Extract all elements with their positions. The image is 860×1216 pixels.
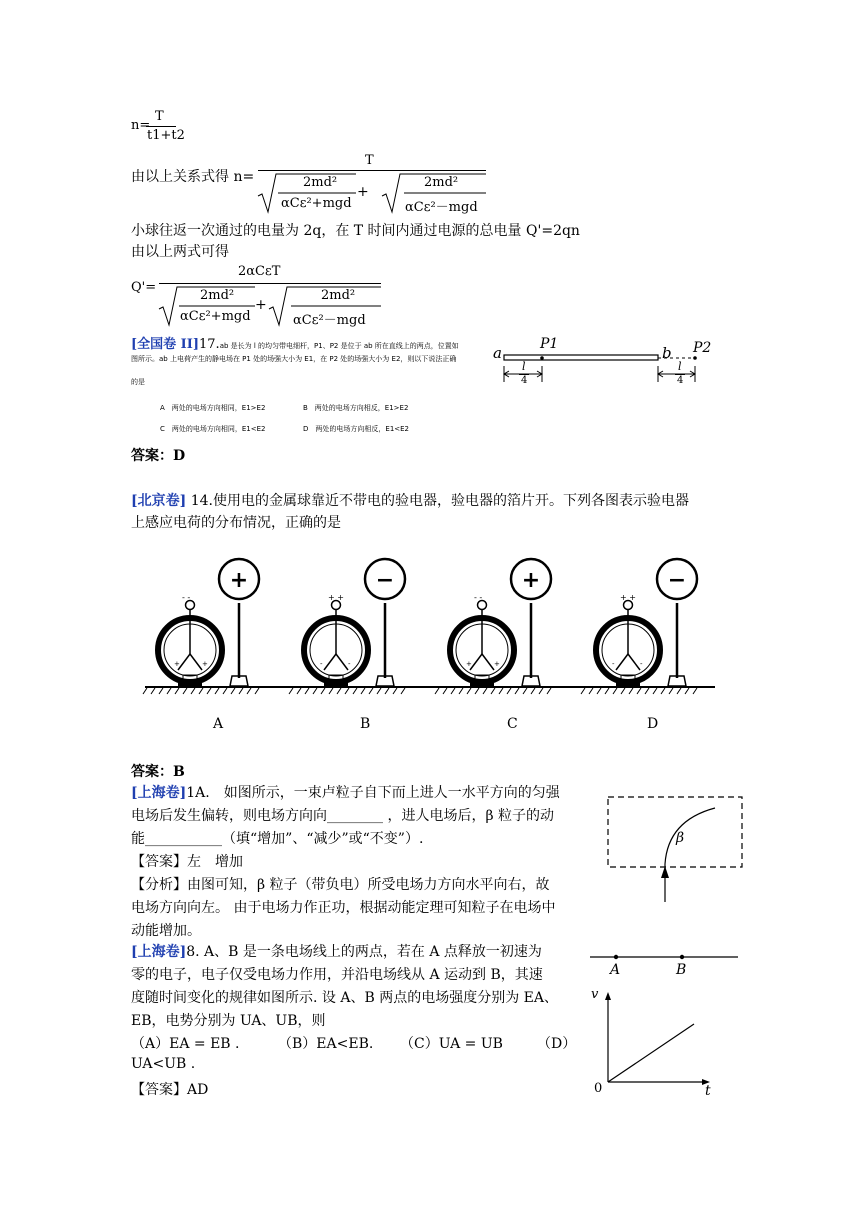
formula3-right-den: αCε²－mgd [293, 313, 366, 328]
q14-answer: 答案：B [131, 764, 185, 780]
rod-label-a: a [493, 344, 502, 362]
formula2-left-den: αCε²+mgd [281, 196, 352, 211]
q14-line-1 [131, 490, 689, 510]
q8-stem-1: 8. A、B 是一条电场线上的两点，若在 A 点释放一初速为 [186, 944, 542, 960]
q8-option-c: （C）UA = UB [400, 1036, 503, 1052]
q8-option-d-value: UA<UB . [131, 1056, 196, 1072]
graph-label-t: t [705, 1083, 711, 1099]
fraction-bar [675, 374, 685, 375]
formula1-lhs: n= [131, 118, 151, 133]
formula2-prefix: 由以上关系式得 n= [131, 169, 255, 185]
ball-charge-sign: + [229, 568, 249, 593]
field-label-a: A [610, 962, 621, 978]
fraction-bar [258, 170, 486, 171]
svg-text:-: - [320, 660, 323, 668]
q1a-analysis-1: 【分析】由图可知，β 粒子（带负电）所受电场力方向水平向右，故 [131, 877, 550, 893]
svg-text:+ +: + + [328, 593, 344, 602]
q14-source: [北京卷] [131, 493, 187, 509]
formula2-plus: + [357, 184, 369, 200]
q17-option-a: A 两处的电场方向相同，E1>E2 [160, 404, 266, 412]
q1a-line-1 [131, 782, 560, 802]
formula2-right-den: αCε²－mgd [405, 200, 478, 215]
q17-number: 17. [199, 337, 220, 352]
fraction-bar [159, 283, 381, 284]
rod-label-p2: P2 [693, 340, 712, 356]
beta-field-figure [605, 794, 745, 906]
ground-hatching [145, 683, 715, 695]
rod-label-p1: P1 [540, 336, 559, 352]
q17-answer: 答案：D [131, 448, 186, 464]
q17-stem-2: 图所示。ab 上电荷产生的静电场在 P1 处的场强大小为 E1，在 P2 处的场强大小为 E2，则以下说法正确 [131, 355, 457, 363]
q8-line-1 [131, 941, 542, 961]
formula3-left-den: αCε²+mgd [180, 309, 251, 324]
q8-stem-3: 度随时间变化的规律如图所示. 设 A、B 两点的电场强度分别为 EA、 [131, 990, 558, 1006]
combine-line: 由以上两式可得 [131, 244, 229, 260]
q8-source: [上海卷] [131, 944, 187, 960]
ball-charge-sign: + [521, 568, 541, 593]
svg-text:+: + [174, 660, 180, 668]
beta-label: β [676, 830, 685, 846]
formula3-left-num: 2md² [200, 288, 235, 303]
graph-label-v: v [591, 987, 599, 1002]
q1a-stem-2: 电场后发生偏转，则电场方向向________ ，进人电场后，β 粒子的动 [131, 808, 554, 824]
rod-label-b: b [662, 344, 672, 362]
q17-source: [全国卷 II] [131, 337, 199, 352]
svg-text:+ +: + + [620, 593, 636, 602]
ball-charge-sign: − [667, 568, 687, 593]
formula1-numerator: T [155, 109, 164, 124]
q8-answer: 【答案】AD [131, 1082, 209, 1098]
q14-stem-1: 14.使用电的金属球靠近不带电的验电器，验电器的箔片开。下列各图表示验电器 [186, 493, 689, 509]
electroscope-b [294, 558, 424, 688]
q17-option-d: D 两处的电场方向相反，E1<E2 [303, 425, 410, 433]
q8-option-b: （B）EA<EB. [278, 1036, 374, 1052]
q1a-analysis-2: 电场方向向左。 由于电场力作正功，根据动能定理可知粒子在电场中 [131, 900, 556, 916]
svg-text:- -: - - [182, 593, 191, 602]
svg-text:-: - [640, 660, 643, 668]
charge-line: 小球往返一次通过的电量为 2q，在 T 时间内通过电源的总电量 Q'=2qn [131, 223, 580, 239]
formula2-right-num: 2md² [424, 175, 459, 190]
panel-label-c: C [507, 716, 518, 732]
q8-option-a: （A）EA = EB . [131, 1036, 240, 1052]
svg-text:+: + [494, 660, 500, 668]
q1a-answer: 【答案】左 增加 [131, 854, 243, 870]
panel-label-d: D [647, 716, 659, 732]
q1a-source: [上海卷] [131, 785, 187, 801]
q1a-stem-3: 能___________（填“增加”、“减少”或“不变”）. [131, 831, 424, 847]
panel-label-a: A [213, 716, 224, 732]
q8-stem-2: 零的电子，电子仅受电场力作用，并沿电场线从 A 运动到 B，其速 [131, 967, 543, 983]
electroscope-d [586, 558, 716, 688]
q8-option-d: （D） [537, 1036, 577, 1052]
rod-label-d2: 4 [677, 375, 684, 386]
svg-text:- -: - - [474, 593, 483, 602]
ball-charge-sign: − [375, 568, 395, 593]
q8-stem-4: EB，电势分别为 UA、UB，则 [131, 1013, 326, 1029]
graph-label-origin: 0 [594, 1081, 603, 1096]
svg-text:+: + [466, 660, 472, 668]
q17-stem-3: 的是 [131, 378, 145, 386]
electroscope-c [440, 558, 570, 688]
formula2-left-num: 2md² [303, 175, 338, 190]
formula3-plus: + [255, 297, 267, 313]
fraction-bar [519, 374, 529, 375]
q17-stem-1: ab 是长为 l 的均匀带电细杆，P1、P2 是位于 ab 所在直线上的两点，位置如 [219, 342, 459, 350]
fraction-bar [146, 126, 176, 127]
rod-label-l1: l [522, 360, 526, 373]
q1a-analysis-3: 动能增加。 [131, 923, 201, 939]
svg-text:-: - [348, 660, 351, 668]
q14-stem-2: 上感应电荷的分布情况，正确的是 [131, 515, 341, 531]
q1a-stem-1: 1A. 如图所示，一束卢粒子自下而上进人一水平方向的匀强 [186, 785, 560, 801]
formula3-lhs: Q'= [131, 280, 157, 295]
svg-text:-: - [612, 660, 615, 668]
rod-label-l2: l [678, 360, 682, 373]
q17-heading [131, 333, 459, 352]
velocity-time-graph [598, 990, 718, 1090]
electroscope-a [148, 558, 278, 688]
field-label-b: B [676, 962, 687, 978]
q17-option-c: C 两处的电场方向相同，E1<E2 [160, 425, 266, 433]
formula3-numerator: 2αCεT [238, 264, 281, 279]
rod-label-d1: 4 [521, 375, 528, 386]
formula1-denominator: t1+t2 [147, 128, 185, 143]
svg-text:+: + [202, 660, 208, 668]
q17-option-b: B 两处的电场方向相反，E1>E2 [303, 404, 409, 412]
panel-label-b: B [360, 716, 371, 732]
formula2-numerator: T [365, 153, 374, 168]
formula3-right-num: 2md² [321, 288, 356, 303]
